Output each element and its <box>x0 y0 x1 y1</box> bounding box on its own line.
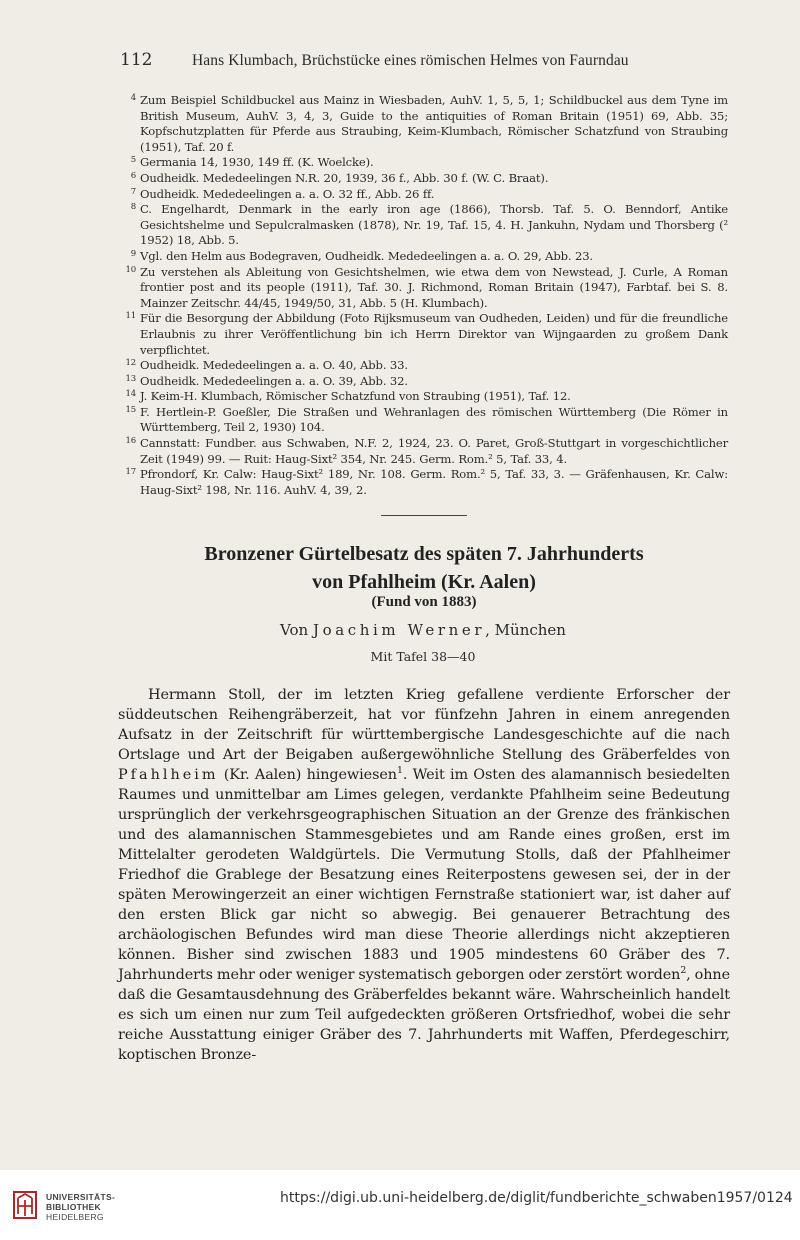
document-url[interactable]: https://digi.ub.uni-heidelberg.de/diglit/fundberichte_schwaben1957/0124 <box>280 1190 793 1206</box>
footnote-number: 6 <box>130 170 136 181</box>
section-divider <box>381 515 467 516</box>
footnote-number: 7 <box>130 186 136 197</box>
article-title <box>0 540 800 596</box>
footnote-number: 9 <box>130 248 136 259</box>
footnote-number: 13 <box>125 373 136 384</box>
footnote-text: Cannstatt: Fundber. aus Schwaben, N.F. 2, 1924, 23. O. Paret, Groß-Stuttgart in vorgeschichtlicher Zeit (1949) 99. — Ruit: Haug-Sixt² 354, Nr. 245. Germ. Rom.² 5, Taf. 33, 4. <box>140 436 728 466</box>
footnote-ref-2: 2 <box>680 965 687 977</box>
body-text-1: Hermann Stoll, der im letzten Krieg gefallene verdiente Erforscher der süddeutschen Reihengräberzeit, hat vor fünfzehn Jahren in einem anregenden Aufsatz in der Zeitschrift für württembergische Landesgeschichte auf die nach Ortslage und Art der Beigaben außergewöhnliche Stellung des Gräberfeldes von <box>118 687 730 763</box>
footnote-number: 15 <box>125 404 136 415</box>
viewer-footer <box>0 1170 800 1240</box>
footnote-number: 17 <box>125 467 136 478</box>
footnote-number: 14 <box>125 389 136 400</box>
library-name <box>46 1192 115 1222</box>
author-prefix: Von <box>280 621 309 639</box>
footnote-text: Zu verstehen als Ableitung von Gesichtshelmen, wie etwa dem von Newstead, J. Curle, A Roman frontier post and its people (1911), Taf. 30. J. Richmond, Roman Britain (1947), Farbtaf. bei S. 8. Mainzer Zeitschr. 44/45, 1949/50, 31, Abb. 5 (H. Klumbach). <box>140 264 728 310</box>
footnote <box>118 171 728 187</box>
footnote <box>118 155 728 171</box>
footnote <box>118 374 728 390</box>
page-number: 112 <box>120 50 153 70</box>
footnote <box>118 467 728 498</box>
footnote <box>118 187 728 203</box>
footnote-number: 4 <box>130 93 136 103</box>
footnote-text: Für die Besorgung der Abbildung (Foto Rijksmuseum van Oudheden, Leiden) und für die freundliche Erlaubnis zu ihrer Veröffentlichung bin ich Herrn Direktor van Wijngaarden zu großem Dank verpflichtet. <box>140 311 728 357</box>
author-line <box>0 621 800 639</box>
plates-reference: Mit Tafel 38—40 <box>370 649 476 664</box>
library-name-line-3: HEIDELBERG <box>46 1212 104 1222</box>
footnote <box>118 265 728 312</box>
running-title: Hans Klumbach, Brüchstücke eines römischen Helmes von Faurndau <box>192 52 629 69</box>
footnote-number: 10 <box>125 264 136 275</box>
footnote-text: C. Engelhardt, Denmark in the early iron age (1866), Thorsb. Taf. 5. O. Benndorf, Antike Gesichtshelme und Sepulcralmasken (1878), Nr. 19, Taf. 15, 4. H. Jankuhn, Nydam und Thorsberg (² 1952) 18, Abb. 5. <box>140 202 728 248</box>
footnote-text: Oudheidk. Mededeelingen a. a. O. 32 ff., Abb. 26 ff. <box>140 186 435 201</box>
footnote-number: 12 <box>125 358 136 369</box>
footnote-text: Oudheidk. Mededeelingen N.R. 20, 1939, 36 f., Abb. 30 f. (W. C. Braat). <box>140 170 549 185</box>
footnote <box>118 249 728 265</box>
footnote-text: F. Hertlein-P. Goeßler, Die Straßen und Wehranlagen des römischen Württemberg (Die Römer in Württemberg, Teil 2, 1930) 104. <box>140 404 728 435</box>
body-text-4: , ohne daß die Gesamtausdehnung des Gräberfeldes bekannt wäre. Wahrscheinlich handelt es sich um einen nur zum Teil aufgedeckten größeren Ortsfriedhof, wobei die sehr reiche Ausstattung einiger Gräber des 7. Jahrhunderts mit Waffen, Pferdegeschirr, koptischen Bronze- <box>118 967 730 1063</box>
footnote-text: J. Keim-H. Klumbach, Römischer Schatzfund von Straubing (1951), Taf. 12. <box>140 389 571 404</box>
footnote-text: Oudheidk. Mededeelingen a. a. O. 39, Abb. 32. <box>140 373 408 388</box>
footnote-text: Oudheidk. Mededeelingen a. a. O. 40, Abb. 33. <box>140 358 408 373</box>
footnote <box>118 405 728 436</box>
place-name-spaced: Pfahlheim <box>118 767 219 783</box>
footnote <box>118 202 728 249</box>
footnotes <box>118 93 728 498</box>
footnote <box>118 311 728 358</box>
footnote-text: Zum Beispiel Schildbuckel aus Mainz in Wiesbaden, AuhV. 1, 5, 5, 1; Schildbuckel aus dem Tyne im British Museum, AuhV. 3, 4, 3, Guide to the antiquities of Roman Britain (1951) 69, Abb. 35; Kopfschutzplatten für Pferde aus Straubing, Keim-Klumbach, Römischer Schatzfund von Straubing (1951), Taf. 20 f. <box>140 93 728 154</box>
footnote-text: Germania 14, 1930, 149 ff. (K. Woelcke). <box>140 155 374 170</box>
body-paragraph <box>118 685 730 1065</box>
footnote-number: 8 <box>130 202 136 213</box>
article-title-line-2: von Pfahlheim (Kr. Aalen) <box>312 571 536 593</box>
article-subtitle: (Fund von 1883) <box>371 594 477 610</box>
author-name: Joachim Werner <box>312 621 486 639</box>
footnote <box>118 436 728 467</box>
footnote <box>118 93 728 155</box>
footnote <box>118 389 728 405</box>
library-name-line-1: UNIVERSITÄTS- <box>46 1192 116 1202</box>
article-body <box>118 685 730 1065</box>
article-title-line-1: Bronzener Gürtelbesatz des späten 7. Jahrhunderts <box>204 543 644 565</box>
footnote-ref-1: 1 <box>396 765 403 777</box>
author-place: , München <box>485 621 566 639</box>
body-text-3: . Weit im Osten des alamannisch besiedelten Raumes und unmittelbar am Limes gelegen, verdankte Pfahlheim seine Bedeutung ursprünglich der verkehrsgeographischen Situation an der Grenze des fränkischen und des alamannischen Stammesgebietes und am Rande eines großen, erst im Mittelalter gerodeten Waldgürtels. Die Vermutung Stolls, daß der Pfahlheimer Friedhof die Grablege der Besatzung eines Reiterpostens gewesen sei, der in der späten Merowingerzeit an einer wichtigen Fernstraße stationiert war, ist daher auf den ersten Blick gar nicht so abwegig. Bei genauerer Betrachtung des archäologischen Befundes wird man diese Theorie allerdings nicht akzeptieren können. Bisher sind zwischen 1883 und 1905 mindestens 60 Gräber des 7. Jahrhunderts mehr oder weniger systematisch geborgen oder zerstört worden <box>118 767 730 983</box>
footnote-text: Vgl. den Helm aus Bodegraven, Oudheidk. Mededeelingen a. a. O. 29, Abb. 23. <box>140 248 593 263</box>
footnote <box>118 358 728 374</box>
university-library-logo-icon <box>12 1190 38 1220</box>
footnote-text: Pfrondorf, Kr. Calw: Haug-Sixt² 189, Nr. 108. Germ. Rom.² 5, Taf. 33, 3. — Gräfenhausen, Kr. Calw: Haug-Sixt² 198, Nr. 116. AuhV. 4, 39, 2. <box>140 467 728 497</box>
footnote-number: 16 <box>125 436 136 447</box>
library-name-line-2: BIBLIOTHEK <box>46 1202 101 1212</box>
body-text-2: (Kr. Aalen) hingewiesen <box>218 767 397 783</box>
footnote-number: 5 <box>130 155 136 166</box>
page-header <box>0 50 800 72</box>
footnote-number: 11 <box>125 311 136 322</box>
